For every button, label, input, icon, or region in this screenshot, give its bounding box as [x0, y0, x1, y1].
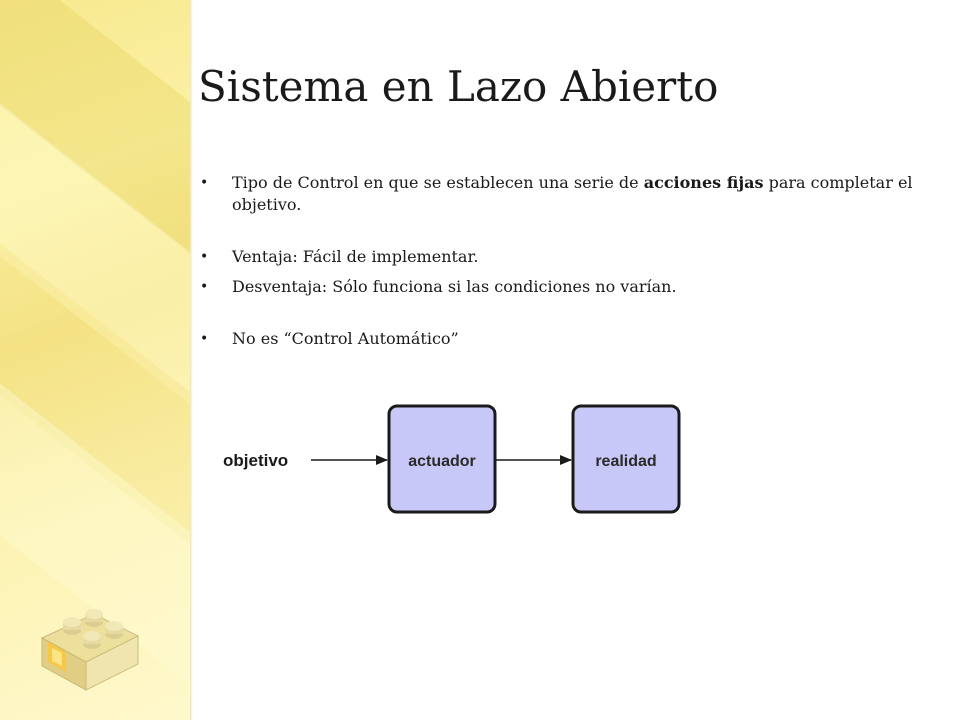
bullet-item-disadvantage — [200, 276, 920, 298]
bullet-marker: • — [200, 249, 209, 265]
actuator-label: actuador — [408, 453, 476, 470]
bullet-text-post: para completar el objetivo. — [232, 173, 913, 214]
bullet-marker: • — [200, 175, 209, 191]
slide-title: Sistema en Lazo Abierto — [198, 62, 719, 111]
reality-label: realidad — [595, 453, 657, 470]
bullet-text-pre: Tipo de Control en que se establecen una serie de — [232, 173, 644, 192]
bullet-text: No es “Control Automático” — [232, 329, 459, 348]
bullet-list — [200, 172, 920, 350]
open-loop-diagram — [215, 400, 695, 520]
bullet-text: Ventaja: Fácil de implementar. — [232, 247, 479, 266]
bullet-text-bold: acciones fijas — [643, 173, 764, 192]
sidebar-decoration — [0, 0, 190, 720]
bullet-marker: • — [200, 331, 209, 347]
bullet-item-not-automatic — [200, 328, 920, 350]
bullet-item-definition — [200, 172, 920, 216]
bullet-item-advantage — [200, 246, 920, 268]
bullet-text: Desventaja: Sólo funciona si las condiciones no varían. — [232, 277, 677, 296]
bullet-marker: • — [200, 279, 209, 295]
input-label: objetivo — [223, 451, 289, 470]
lego-brick-icon — [32, 598, 148, 696]
